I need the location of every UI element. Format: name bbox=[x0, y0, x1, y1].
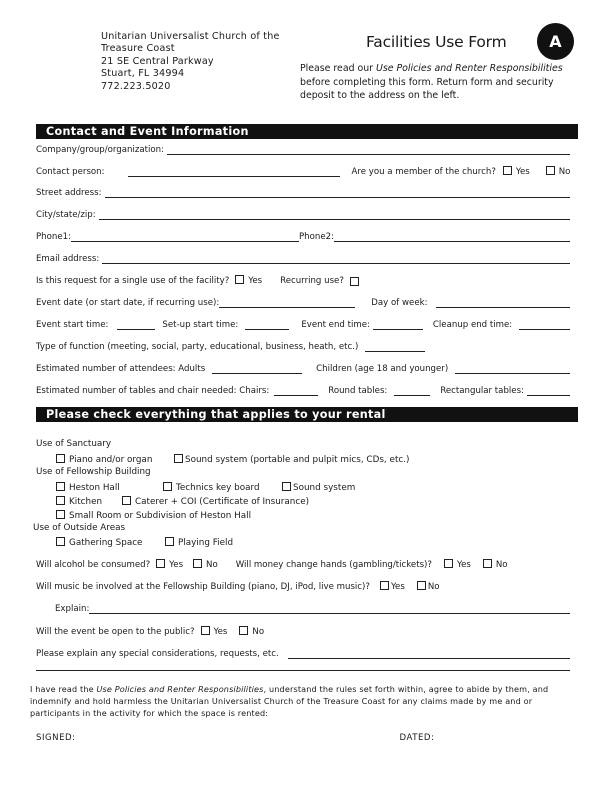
intro-prefix: Please read our bbox=[300, 63, 377, 74]
adults-field[interactable] bbox=[212, 363, 302, 374]
fellowship-heading: Use of Fellowship Building bbox=[36, 467, 151, 477]
playing-field-option[interactable] bbox=[165, 537, 233, 548]
playing-field-label: Playing Field bbox=[178, 538, 234, 548]
rect-tables-label: Rectangular tables: bbox=[440, 386, 524, 396]
form-title: Facilities Use Form bbox=[366, 33, 507, 51]
intro-text bbox=[300, 62, 580, 103]
public-question: Will the event be open to the public? bbox=[36, 627, 195, 637]
checkbox-icon[interactable] bbox=[503, 166, 512, 175]
small-room-label: Small Room or Subdivision of Heston Hall bbox=[69, 511, 252, 521]
tables-chairs-label: Estimated number of tables and chair needed: Chairs: bbox=[36, 386, 270, 396]
single-use-yes-option[interactable] bbox=[235, 275, 264, 286]
form-badge: A bbox=[537, 23, 574, 60]
money-yes-option[interactable] bbox=[444, 559, 473, 570]
function-type-label: Type of function (meeting, social, party, educational, business, heath, etc.) bbox=[36, 342, 359, 352]
checkbox-icon[interactable] bbox=[235, 275, 244, 284]
special-field[interactable] bbox=[288, 648, 570, 659]
checkbox-icon[interactable] bbox=[56, 537, 65, 546]
checkbox-icon[interactable] bbox=[122, 496, 131, 505]
setup-start-label: Set-up start time: bbox=[162, 320, 239, 330]
checkbox-icon[interactable] bbox=[174, 454, 183, 463]
checkbox-icon[interactable] bbox=[165, 537, 174, 546]
alcohol-question: Will alcohol be consumed? bbox=[36, 560, 151, 570]
caterer-label: Caterer + COI (Certificate of Insurance) bbox=[135, 497, 310, 507]
tech-key-option[interactable] bbox=[163, 482, 260, 493]
signature-row bbox=[36, 729, 570, 743]
kitchen-label: Kitchen bbox=[69, 497, 103, 507]
piano-label: Piano and/or organ bbox=[69, 455, 153, 465]
chairs-field[interactable] bbox=[274, 385, 318, 396]
caterer-option[interactable] bbox=[122, 496, 309, 507]
public-row bbox=[36, 623, 570, 637]
setup-start-field[interactable] bbox=[245, 319, 289, 330]
street-label: Street address: bbox=[36, 188, 102, 198]
special-row bbox=[36, 645, 570, 659]
public-no-option[interactable] bbox=[239, 626, 266, 637]
church-city: Stuart, FL 34994 bbox=[101, 68, 185, 80]
music-question: Will music be involved at the Fellowship Building (piano, DJ, iPod, live music)? bbox=[36, 582, 370, 592]
church-name-line2: Treasure Coast bbox=[101, 43, 175, 55]
contact-field[interactable] bbox=[128, 166, 340, 177]
event-end-label: Event end time: bbox=[301, 320, 370, 330]
checkbox-icon[interactable] bbox=[239, 626, 248, 635]
section-rental-header: Please check everything that applies to your rental bbox=[36, 407, 578, 422]
checkbox-icon[interactable] bbox=[282, 482, 291, 491]
heston-label: Heston Hall bbox=[69, 483, 120, 493]
event-date-label: Event date (or start date, if recurring use): bbox=[36, 298, 220, 308]
recurring-label: Recurring use? bbox=[280, 276, 344, 286]
function-type-field[interactable] bbox=[365, 341, 425, 352]
checkbox-icon[interactable] bbox=[546, 166, 555, 175]
checkbox-icon[interactable] bbox=[163, 482, 172, 491]
sound-fellowship-label: Sound system bbox=[293, 483, 356, 493]
company-row bbox=[36, 141, 570, 155]
checkbox-icon[interactable] bbox=[56, 510, 65, 519]
checkbox-icon[interactable] bbox=[193, 559, 202, 568]
gathering-label: Gathering Space bbox=[69, 538, 143, 548]
street-row bbox=[36, 184, 570, 198]
street-field[interactable] bbox=[105, 187, 570, 198]
alcohol-yes-option[interactable] bbox=[156, 559, 185, 570]
tables-row bbox=[36, 382, 570, 396]
church-address bbox=[101, 31, 280, 93]
cleanup-end-field[interactable] bbox=[519, 319, 570, 330]
explain-field[interactable] bbox=[89, 603, 570, 614]
money-question: Will money change hands (gambling/tickets)? bbox=[235, 560, 432, 570]
event-start-label: Event start time: bbox=[36, 320, 109, 330]
children-field[interactable] bbox=[455, 363, 570, 374]
phone2-label: Phone2: bbox=[298, 232, 334, 242]
citystate-label: City/state/zip: bbox=[36, 210, 96, 220]
attendees-row bbox=[36, 360, 570, 374]
money-no-option[interactable] bbox=[483, 559, 510, 570]
kitchen-option[interactable] bbox=[56, 496, 102, 507]
alcohol-no-label: No bbox=[206, 560, 218, 570]
member-question: Are you a member of the church? bbox=[351, 167, 496, 177]
alcohol-yes-label: Yes bbox=[169, 560, 184, 570]
public-yes-label: Yes bbox=[213, 627, 228, 637]
gathering-option[interactable] bbox=[56, 537, 142, 548]
contact-label: Contact person: bbox=[36, 167, 105, 177]
company-label: Company/group/organization: bbox=[36, 145, 164, 155]
music-yes-option[interactable] bbox=[380, 581, 407, 592]
single-use-row bbox=[36, 272, 570, 286]
email-label: Email address: bbox=[36, 254, 100, 264]
checkbox-icon[interactable] bbox=[56, 454, 65, 463]
section-contact-header: Contact and Event Information bbox=[36, 124, 578, 139]
music-row bbox=[36, 578, 570, 592]
piano-option[interactable] bbox=[56, 454, 152, 465]
event-end-field[interactable] bbox=[373, 319, 423, 330]
intro-suffix: before completing this form. Return form and security deposit to the address on the left. bbox=[300, 76, 554, 101]
church-phone: 772.223.5020 bbox=[101, 80, 171, 92]
event-start-field[interactable] bbox=[117, 319, 155, 330]
intro-doc: Use Policies and Renter Responsibilities bbox=[376, 63, 563, 74]
sound-fellowship-option[interactable] bbox=[282, 482, 355, 493]
money-yes-label: Yes bbox=[456, 560, 471, 570]
checkbox-icon[interactable] bbox=[417, 581, 426, 590]
explain-row bbox=[55, 600, 570, 614]
declaration-text bbox=[30, 683, 582, 719]
checkbox-icon[interactable] bbox=[380, 581, 389, 590]
phone1-field[interactable] bbox=[71, 231, 299, 242]
day-of-week-field[interactable] bbox=[436, 297, 570, 308]
attendees-label: Estimated number of attendees: Adults bbox=[36, 364, 206, 374]
rect-tables-field[interactable] bbox=[527, 385, 570, 396]
dated-label: DATED: bbox=[399, 733, 435, 743]
times-row bbox=[36, 316, 570, 330]
checkbox-icon[interactable] bbox=[201, 626, 210, 635]
checkbox-icon[interactable] bbox=[56, 496, 65, 505]
single-use-yes-label: Yes bbox=[248, 276, 263, 286]
member-no-label: No bbox=[558, 167, 571, 177]
church-name-line1: Unitarian Universalist Church of the bbox=[101, 31, 280, 42]
children-label: Children (age 18 and younger) bbox=[316, 364, 449, 374]
email-row bbox=[36, 250, 570, 264]
declaration-suffix: , understand the rules set forth within, agree to abide by them, and indemnify and hold harmless the Unitarian Universalist Church of the Treasure Coast for any claims made by me and or participants in the activity for which the space is rented: bbox=[30, 684, 549, 718]
signed-label: SIGNED: bbox=[36, 733, 76, 743]
checkbox-icon[interactable] bbox=[56, 482, 65, 491]
round-tables-label: Round tables: bbox=[328, 386, 388, 396]
member-yes-label: Yes bbox=[515, 167, 530, 177]
day-of-week-label: Day of week: bbox=[371, 298, 428, 308]
phone1-label: Phone1: bbox=[36, 232, 71, 242]
contact-row bbox=[36, 163, 570, 177]
declaration-prefix: I have read the bbox=[30, 684, 97, 694]
email-field[interactable] bbox=[102, 253, 570, 264]
cleanup-end-label: Cleanup end time: bbox=[432, 320, 513, 330]
sound-sanctuary-label: Sound system (portable and pulpit mics, CDs, etc.) bbox=[185, 455, 410, 465]
declaration-doc: Use Policies and Renter Responsibilities bbox=[96, 684, 264, 694]
event-date-field[interactable] bbox=[219, 297, 355, 308]
checkbox-icon[interactable] bbox=[444, 559, 453, 568]
function-row bbox=[36, 338, 570, 352]
small-room-option[interactable] bbox=[56, 510, 251, 521]
phone-row bbox=[36, 228, 570, 242]
company-field[interactable] bbox=[167, 144, 570, 155]
alcohol-row bbox=[36, 556, 570, 570]
citystate-row bbox=[36, 206, 570, 220]
round-tables-field[interactable] bbox=[394, 385, 430, 396]
music-no-option[interactable] bbox=[417, 581, 442, 592]
public-yes-option[interactable] bbox=[201, 626, 230, 637]
sound-sanctuary-option[interactable] bbox=[174, 454, 409, 465]
outside-heading: Use of Outside Areas bbox=[33, 523, 126, 533]
alcohol-no-option[interactable] bbox=[193, 559, 220, 570]
event-date-row bbox=[36, 294, 570, 308]
checkbox-icon[interactable] bbox=[156, 559, 165, 568]
special-field-line2[interactable] bbox=[36, 670, 570, 671]
explain-label: Explain: bbox=[55, 604, 90, 614]
sanctuary-heading: Use of Sanctuary bbox=[36, 439, 112, 449]
church-street: 21 SE Central Parkway bbox=[101, 55, 214, 67]
checkbox-icon[interactable] bbox=[483, 559, 492, 568]
single-use-question: Is this request for a single use of the facility? bbox=[36, 276, 230, 286]
recurring-checkbox-icon[interactable] bbox=[350, 277, 359, 286]
heston-option[interactable] bbox=[56, 482, 120, 493]
special-label: Please explain any special considerations, requests, etc. bbox=[36, 649, 279, 659]
music-no-label: No bbox=[427, 582, 440, 592]
phone2-field[interactable] bbox=[334, 231, 570, 242]
public-no-label: No bbox=[252, 627, 265, 637]
money-no-label: No bbox=[495, 560, 508, 570]
citystate-field[interactable] bbox=[99, 209, 570, 220]
music-yes-label: Yes bbox=[390, 582, 405, 592]
member-no-option[interactable] bbox=[546, 166, 573, 177]
member-yes-option[interactable] bbox=[503, 166, 532, 177]
tech-key-label: Technics key board bbox=[176, 483, 260, 493]
